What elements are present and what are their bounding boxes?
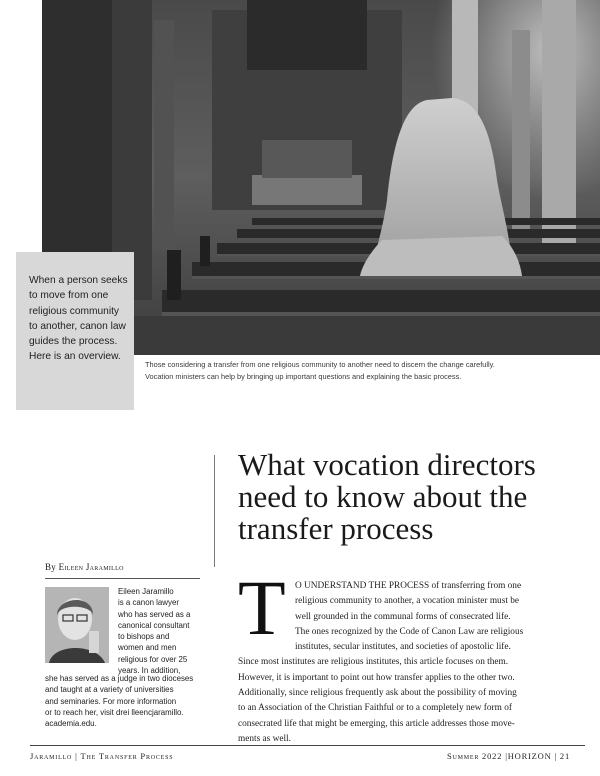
article-headline: What vocation directors need to know about the transfer process [238, 447, 536, 546]
bio-line: and taught at a variety of universities [45, 685, 174, 695]
photo-caption [145, 359, 585, 382]
pull-quote-box [16, 252, 134, 410]
bio-line: academia.edu. [45, 719, 97, 729]
body-line: well grounded in the communal forms of consecrated life. [295, 611, 511, 622]
body-line: institutes, secular institutes, and societies of apostolic life. [295, 642, 511, 653]
body-line: to an Association of the Christian Faithful or to a completely new form of [238, 703, 512, 714]
article-body [238, 564, 586, 747]
bio-line: she has served as a judge in two dioceses [45, 674, 194, 683]
drop-cap: T [238, 564, 286, 651]
footer-title: The Transfer Process [80, 751, 174, 761]
body-line: The ones recognized by the Code of Canon Law are religious [295, 626, 524, 637]
bio-line: years. In addition, [118, 666, 181, 676]
footer-separator: | [72, 751, 81, 761]
byline-author: Eileen Jaramillo [58, 562, 124, 572]
body-line: However, it is important to point out how transfer applies to the other two. [238, 672, 515, 683]
bio-line: is a canon lawyer [118, 598, 179, 608]
caption-line: Those considering a transfer from one religious community to another need to discern the change carefully. [145, 360, 495, 369]
author-bio-full [45, 673, 205, 729]
author-bio-side [118, 586, 204, 676]
bio-line: religious for over 25 [118, 654, 188, 664]
byline-prefix: By [45, 562, 57, 572]
body-line: Additionally, since religious frequently ask about the possibility of moving [238, 688, 517, 699]
bio-line: women and men [118, 643, 177, 653]
author-portrait-icon [45, 587, 109, 663]
footer-author: Jaramillo [30, 751, 73, 761]
body-line: religious community to another, a vocation minister must be [295, 596, 520, 607]
body-line: O UNDERSTAND THE PROCESS of transferring from one [295, 581, 522, 591]
bio-line: Eileen Jaramillo [118, 587, 174, 596]
footer-season: Summer 2022 [446, 751, 503, 761]
bio-line: or to reach her, visit drei lleencjaramillo. [45, 707, 184, 717]
bio-line: and seminaries. For more information [45, 696, 177, 706]
body-line: Since most institutes are religious institutes, this article focuses on them. [238, 657, 509, 668]
bio-line: to bishops and [118, 632, 170, 642]
author-photo [45, 587, 109, 663]
bio-line: canonical consultant [118, 620, 190, 630]
vertical-divider [214, 455, 215, 567]
caption-line: Vocation ministers can help by bringing up important questions and explaining the basic process. [145, 371, 462, 381]
body-line: ments as well. [238, 733, 291, 744]
footer-rule [30, 745, 585, 746]
footer-folio [447, 751, 570, 761]
byline-rule [45, 578, 200, 579]
footer-publication: |HORIZON | [502, 751, 560, 761]
byline [45, 562, 124, 572]
pull-quote-text: When a person seeks to move from one religious community to another, canon law guides the process. Here is an overview. [29, 275, 128, 363]
footer-running-head [30, 751, 173, 761]
bio-line: who has served as a [118, 609, 191, 619]
body-line: consecrated life that might be emerging, this article addresses those move- [238, 718, 515, 729]
page-number: 21 [559, 751, 570, 761]
